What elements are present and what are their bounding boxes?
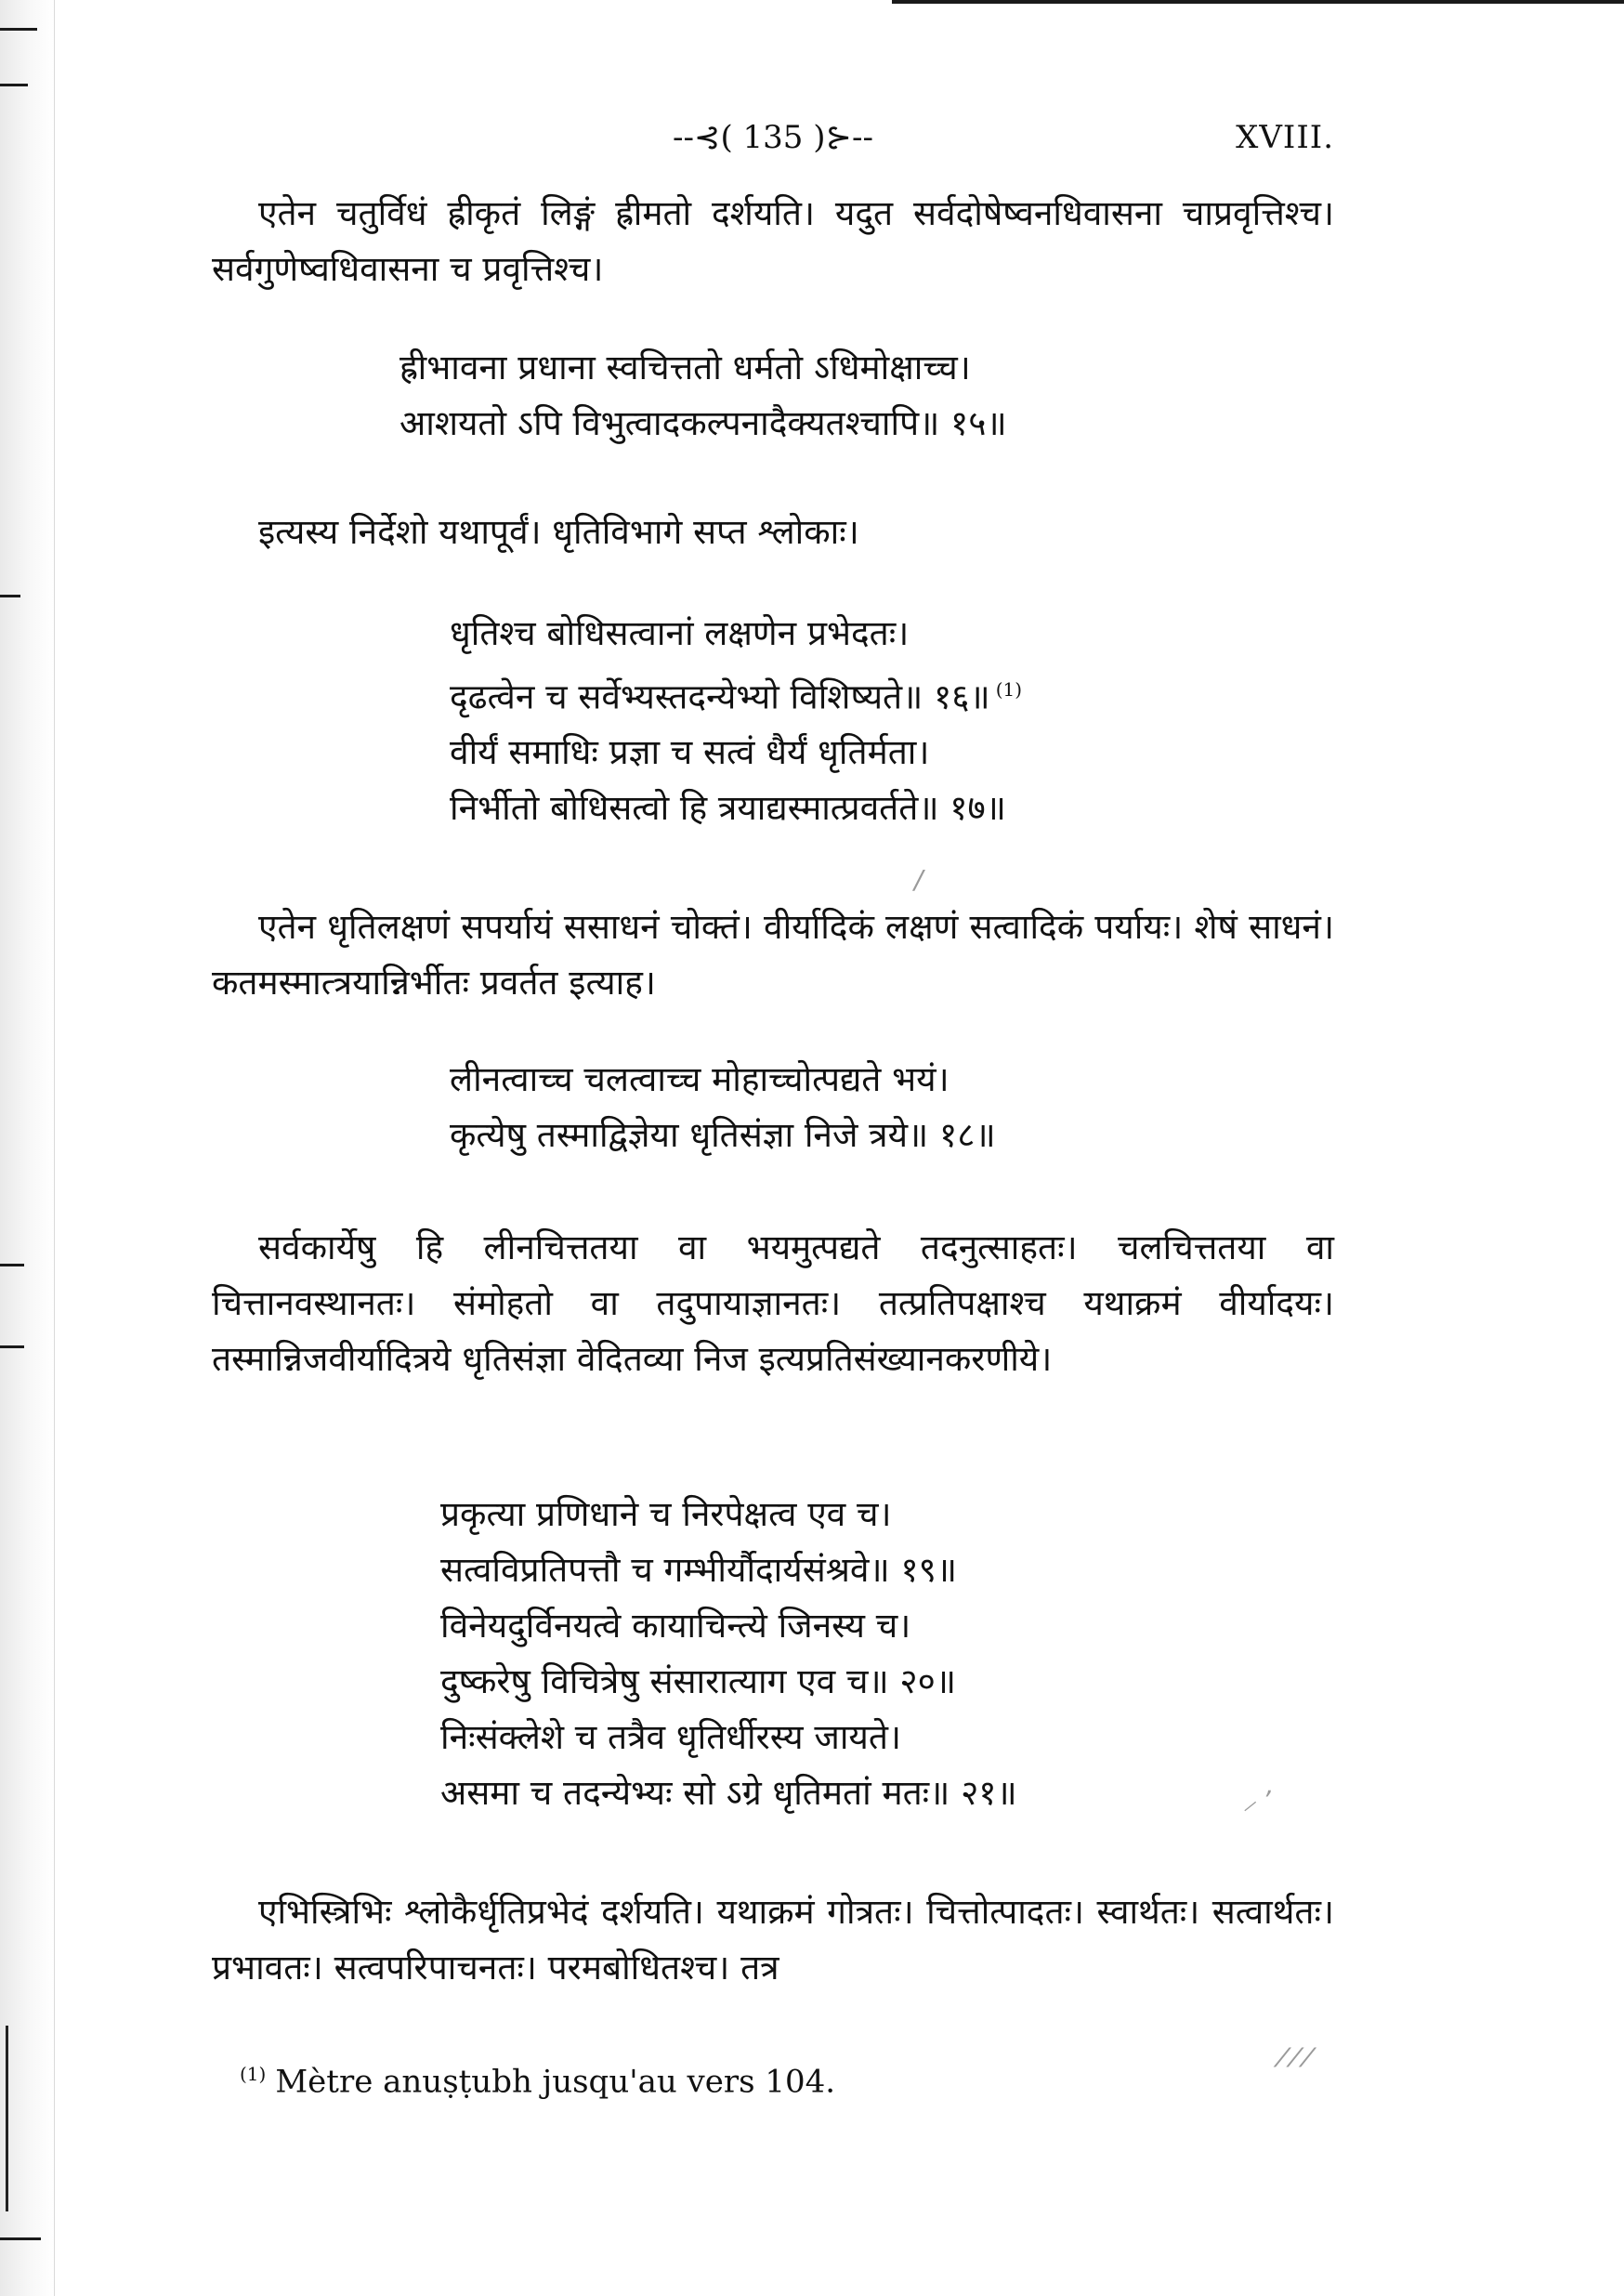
verse-text: दृढत्वेन च सर्वेभ्यस्तदन्येभ्यो विशिष्यते॥ १६॥ (450, 676, 990, 717)
binding-mark (0, 595, 20, 597)
verse-block (399, 340, 1007, 452)
verse-line (450, 662, 1022, 725)
verse-line: सत्वविप्रतिपत्तौ च गम्भीर्यौदार्यसंश्रवे॥ १९॥ (440, 1550, 958, 1590)
verse-line: निर्भीतो बोधिसत्वो हि त्रयाद्यस्मात्प्रवर्तते॥ १७॥ (450, 788, 1006, 829)
binding-mark (0, 1264, 24, 1266)
page-number: --⊰( 135 )⊱-- (673, 119, 873, 156)
scan-binding-edge (0, 0, 55, 2296)
chapter-number: XVIII. (1236, 119, 1334, 156)
footnote-reference: (1) (995, 678, 1023, 701)
verse-line: प्रकृत्या प्रणिधाने च निरपेक्षत्व एव च। (440, 1494, 892, 1534)
verse-line: दुष्करेषु विचित्रेषु संसारात्याग एव च॥ २०॥ (440, 1661, 957, 1701)
verse-line: धृतिश्च बोधिसत्वानां लक्षणेन प्रभेदतः। (450, 613, 910, 653)
verse-line: ह्रीभावना प्रधाना स्वचित्ततो धर्मतो ऽधिमोक्षाच्च। (399, 348, 971, 387)
top-edge-rule (892, 0, 1624, 4)
binding-mark (0, 2237, 41, 2240)
page-header (212, 119, 1334, 165)
commentary-paragraph: सर्वकार्येषु हि लीनचित्ततया वा भयमुत्पद्यते तदनुत्साहतः। चलचित्ततया वा चित्तानवस्थानतः। संमोहतो वा तदुपायाज्ञानतः। तत्प्रतिपक्षाश्च यथाक्रमं वीर्यादयः। तस्मान्निजवीर्यादित्रये धृतिसंज्ञा वेदितव्या निज इत्यप्रतिसंख्यानकरणीये। (212, 1227, 1334, 1379)
commentary-paragraph: एभिस्त्रिभिः श्लोकैर्धृतिप्रभेदं दर्शयति। यथाक्रमं गोत्रतः। चित्तोत्पादतः। स्वार्थतः। सत्वार्थतः। प्रभावतः। सत्वपरिपाचनतः। परमबोधितश्च। तत्र (212, 1892, 1334, 1988)
binding-mark (0, 84, 28, 86)
verse-block (440, 1487, 1017, 1821)
verse-line: विनेयदुर्विनयत्वे कायाचिन्त्ये जिनस्य च। (440, 1606, 911, 1646)
commentary-paragraph: एतेन चतुर्विधं ह्रीकृतं लिङ्गं ह्रीमतो दर्शयति। यदुत सर्वदोषेष्वनधिवासना चाप्रवृत्तिश्च। सर्वगुणेष्वधिवासना च प्रवृत्तिश्च। (212, 193, 1334, 289)
verse-line: वीर्यं समाधिः प्रज्ञा च सत्वं धैर्यं धृतिर्मता। (450, 732, 930, 773)
verse-line: लीनत्वाच्च चलत्वाच्च मोहाच्चोत्पद्यते भयं। (450, 1059, 950, 1099)
pencil-stroke: / (914, 864, 923, 895)
pencil-annotation: ⁄ ⁄ ⁄ (1280, 2042, 1310, 2073)
verse-line: असमा च तदन्येभ्यः सो ऽग्रे धृतिमतां मतः॥ २१॥ (440, 1773, 1017, 1813)
verse-block (450, 606, 1022, 836)
verse-line: आशयतो ऽपि विभुत्वादकल्पनादैक्यतश्चापि॥ १५॥ (399, 403, 1007, 443)
commentary-paragraph: इत्यस्य निर्देशो यथापूर्वं। धृतिविभागे सप्त श्लोकाः। (258, 512, 859, 552)
verse-block (450, 1052, 996, 1163)
binding-mark (6, 2026, 8, 2211)
binding-mark (0, 28, 37, 31)
footnote-text: Mètre anuṣṭubh jusqu'au vers 104. (275, 2063, 836, 2101)
footnote (240, 2063, 835, 2100)
binding-mark (0, 1345, 24, 1348)
commentary-paragraph: एतेन धृतिलक्षणं सपर्यायं ससाधनं चोक्तं। वीर्यादिकं लक्षणं सत्वादिकं पर्यायः। शेषं साधनं। कतमस्मात्त्रयान्निर्भीतः प्रवर्तत इत्याह। (212, 907, 1334, 1003)
footnote-number: (1) (240, 2063, 267, 2085)
pencil-annotation: ⸝ ʼ (1243, 1785, 1273, 1816)
verse-line: निःसंक्लेशे च तत्रैव धृतिर्धीरस्य जायते। (440, 1717, 902, 1757)
verse-line: कृत्येषु तस्माद्विज्ञेया धृतिसंज्ञा निजे त्रये॥ १८॥ (450, 1115, 996, 1155)
